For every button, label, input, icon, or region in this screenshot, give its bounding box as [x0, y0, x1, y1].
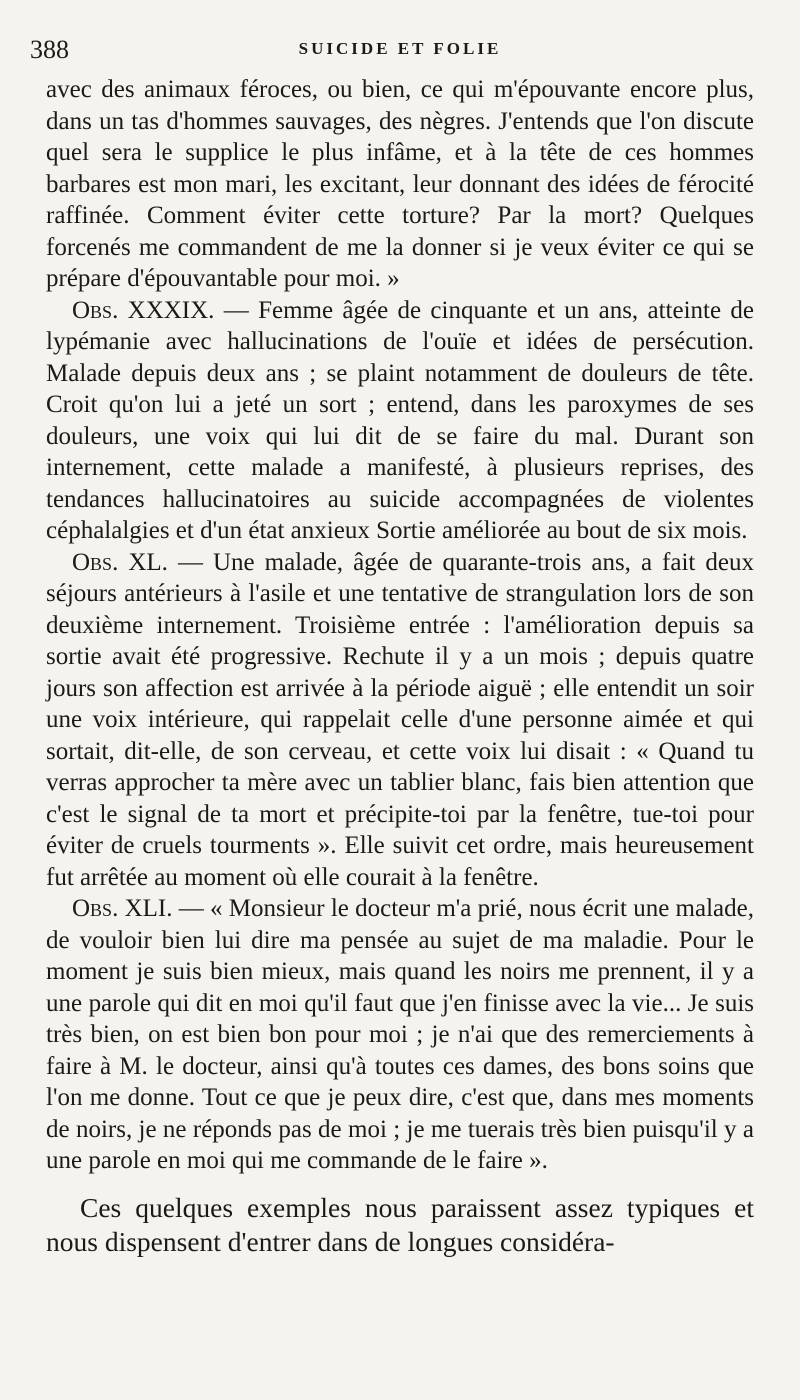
observation-label: Obs. XLI. — [72, 895, 173, 922]
observation-41 — [46, 893, 754, 1177]
page-number: 388 — [30, 35, 69, 64]
observation-40 — [46, 547, 754, 894]
observation-text: — Une malade, âgée de quarante-trois ans, a fait deux séjours antérieurs à l'asile et une tentative de strangulation lors de son deuxième internement. Troisième entrée : l'amélioration depuis sa sortie avait été progressive. Rechute il y a un mois ; depuis quatre jours son affection est arrivée à la période aiguë ; elle entendit un soir une voix intérieure, qui rappelait celle d'une personne aimée et qui sortait, dit-elle, de son cerveau, et cette voix lui disait : « Quand tu verras approcher ta mère avec un tablier blanc, fais bien attention que c'est le signal de ta mort et précipite-toi par la fenêtre, tue-toi pour éviter de cruels tourments ». Elle suivit cet ordre, mais heureusement fut arrêtée au moment où elle courait à la fenêtre. — [46, 548, 754, 891]
running-head: SUICIDE ET FOLIE — [298, 39, 502, 58]
observation-label: Obs. XXXIX. — [72, 296, 215, 324]
observation-text: — « Monsieur le docteur m'a prié, nous écrit une malade, de vouloir bien lui dire ma pensée au sujet de ma maladie. Pour le moment je suis bien mieux, mais quand les noirs me prennent, il y a une parole qui dit en moi qu'il faut que j'en finisse avec la vie... Je suis très bien, on est bien bon pour moi ; je n'ai que des remerciements à faire à M. le docteur, ainsi qu'à toutes ces dames, des bons soins que l'on me donne. Tout ce que je peux dire, c'est que, dans mes moments de noirs, je ne réponds pas de moi ; je me tuerais très bien puisqu'il y a une parole en moi qui me commande de le faire ». — [46, 895, 754, 1174]
paragraph-continued — [46, 74, 754, 295]
observation-39 — [46, 295, 754, 547]
conclusion-paragraph — [46, 1191, 754, 1259]
page-header — [30, 35, 770, 65]
paragraph-text: avec des animaux féroces, ou bien, ce qui m'épouvante encore plus, dans un tas d'hommes sauvages, des nègres. J'entends que l'on discute quel sera le supplice le plus infâme, et à la tête de ces hommes barbares est mon mari, les excitant, leur donnant des idées de férocité raffinée. Comment éviter cette torture? Par la mort? Quelques forcenés me commandent de me la donner si je veux éviter ce qui se prépare d'épouvantable pour moi. » — [46, 76, 754, 292]
observation-label: Obs. XL. — [72, 548, 168, 576]
body-text — [46, 74, 754, 1259]
observation-text: — Femme âgée de cinquante et un ans, atteinte de lypémanie avec hallucinations de l'ouïe et idées de persécution. Malade depuis deux ans ; se plaint notamment de douleurs de tête. Croit qu'on lui a jeté un sort ; entend, dans les paroxymes de ses douleurs, une voix qui lui dit de se faire du mal. Durant son internement, cette malade a manifesté, à plusieurs reprises, des tendances hallucinatoires au suicide accompagnées de violentes céphalalgies et d'un état anxieux Sortie améliorée au bout de six mois. — [46, 296, 754, 544]
paragraph-text: Ces quelques exemples nous paraissent assez typiques et nous dispensent d'entrer dans de longues considéra- — [46, 1191, 754, 1257]
